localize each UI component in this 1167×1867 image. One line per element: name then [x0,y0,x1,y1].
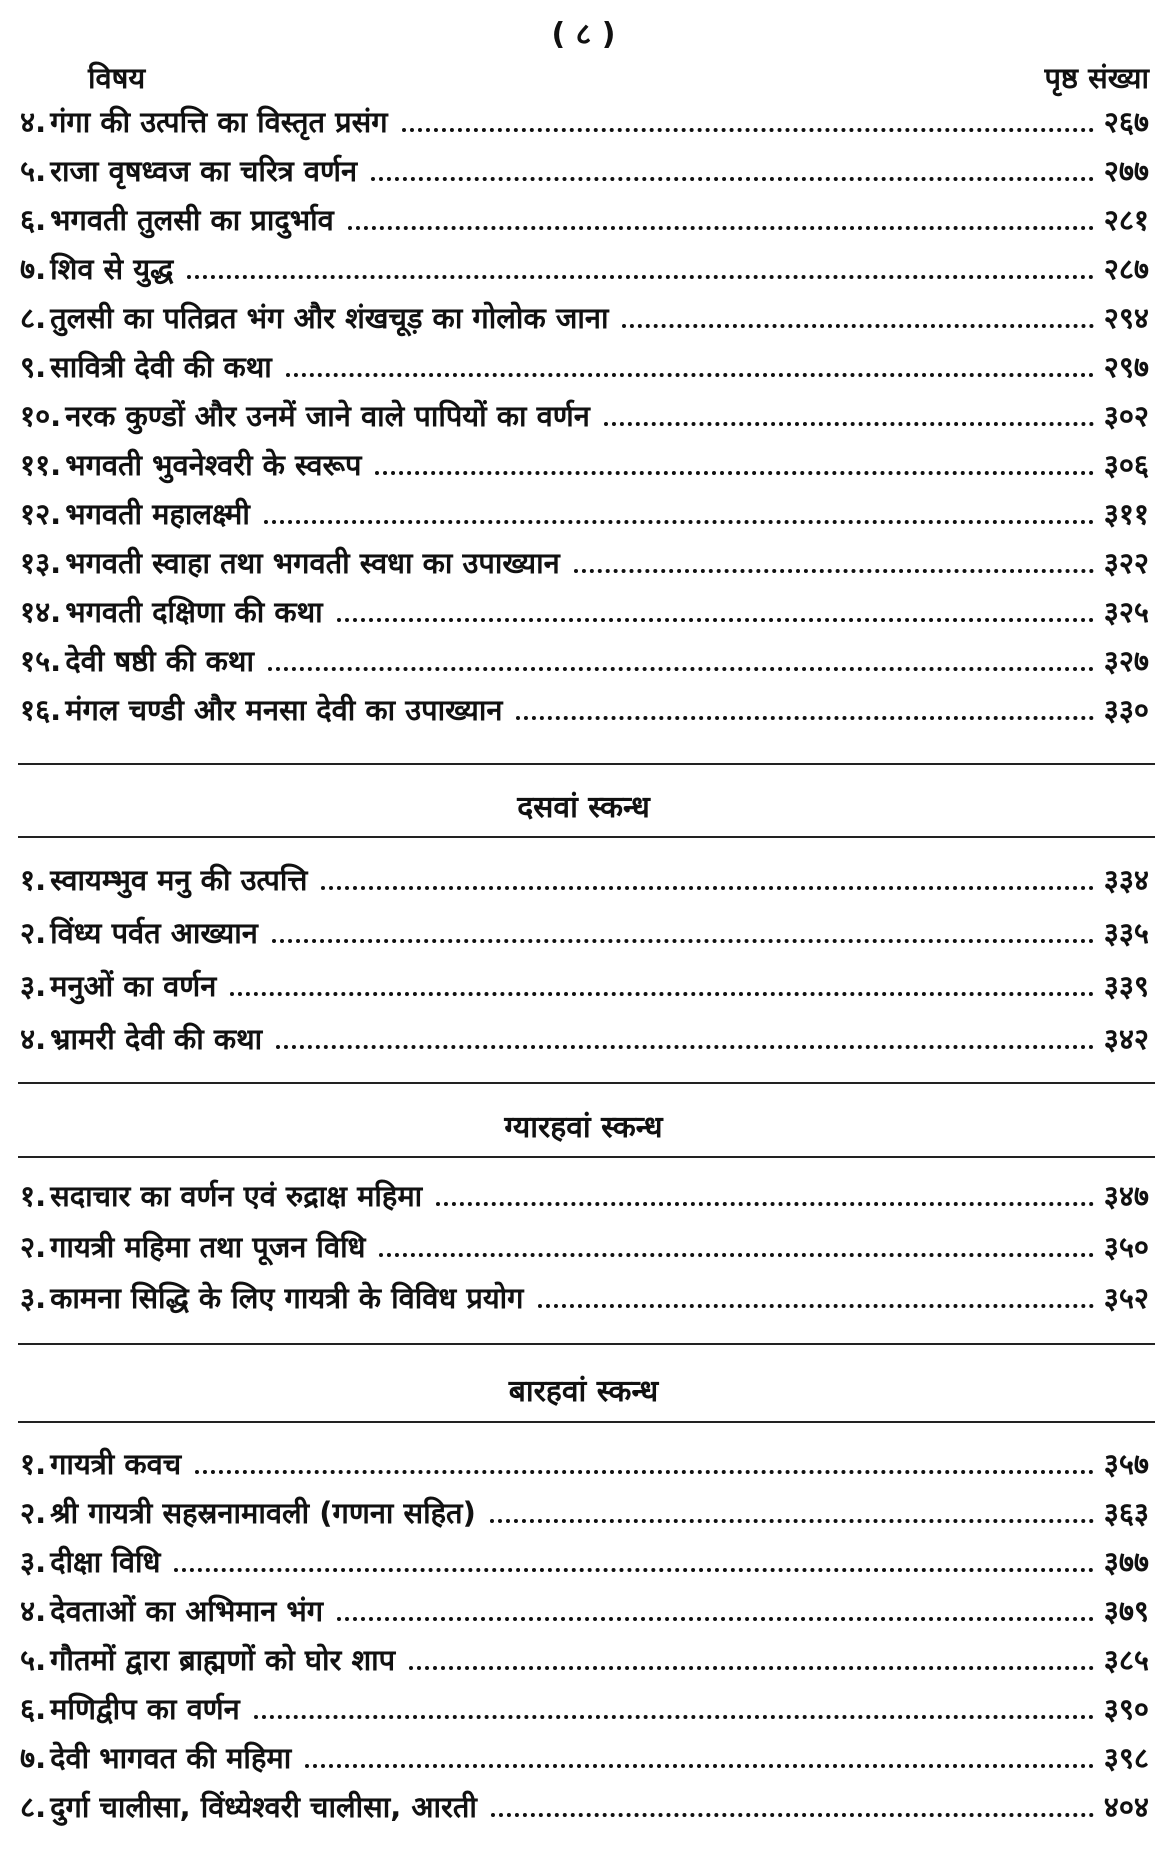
toc-entry [20,1278,1149,1318]
toc-entry [20,102,1149,142]
entry-page-number: ३३९ [1103,969,1149,1003]
entry-number: ४. [20,1594,47,1628]
dot-leader [538,1304,1094,1308]
section-title-dasvan: दसवां स्कन्ध [517,790,650,825]
dot-leader [604,422,1094,426]
entry-title: मनुओं का वर्णन [50,969,217,1003]
dot-leader [490,1519,1094,1523]
entry-number: १३. [20,546,62,580]
toc-entry [20,860,1149,900]
toc-entry [20,1738,1149,1778]
entry-title: भगवती तुलसी का प्रादुर्भाव [50,203,334,237]
toc-entry [20,913,1149,953]
dot-leader [268,667,1094,671]
toc-entry [20,200,1149,240]
entry-page-number: ३४२ [1103,1022,1149,1056]
entry-page-number: २६७ [1103,105,1149,139]
toc-entry [20,1542,1149,1582]
dot-leader [264,520,1094,524]
dot-leader [337,1617,1094,1621]
toc-section-4 [20,1444,1149,1836]
dot-leader [436,1202,1094,1206]
entry-number: ४. [20,1022,47,1056]
entry-title: राजा वृषध्वज का चरित्र वर्णन [50,154,358,188]
toc-entry [20,1787,1149,1827]
toc-section-2 [20,860,1149,1072]
toc-entry [20,592,1149,632]
entry-number: ६. [20,1692,47,1726]
entry-title: मणिद्वीप का वर्णन [50,1692,240,1726]
toc-entry [20,1493,1149,1533]
entry-title: सावित्री देवी की कथा [50,350,272,384]
entry-number: १. [20,1447,47,1481]
entry-page-number: ३७९ [1103,1594,1149,1628]
entry-title: गायत्री कवच [50,1447,182,1481]
entry-number: १२. [20,497,62,531]
entry-page-number: २९७ [1103,350,1149,384]
subject-header: विषय [88,61,146,95]
entry-title: शिव से युद्ध [50,252,174,286]
entry-title: भगवती महालक्ष्मी [65,497,250,531]
entry-page-number: २९४ [1103,301,1149,335]
entry-title: देवी षष्ठी की कथा [65,644,254,678]
dot-leader [409,1666,1094,1670]
entry-page-number: ४०४ [1103,1790,1149,1824]
toc-entry [20,1019,1149,1059]
toc-entry [20,151,1149,191]
entry-number: ५. [20,154,47,188]
dot-leader [321,886,1093,890]
toc-entry [20,347,1149,387]
dot-leader [276,1045,1094,1049]
entry-number: १६. [20,693,62,727]
entry-number: १०. [20,399,62,433]
entry-number: ४. [20,105,47,139]
toc-entry [20,494,1149,534]
entry-page-number: ३५० [1103,1230,1149,1264]
toc-entry [20,1591,1149,1631]
page-count-header: पृष्ठ संख्या [1044,61,1149,95]
entry-title: देवी भागवत की महिमा [50,1741,292,1775]
entry-page-number: २७७ [1103,154,1149,188]
section-divider [18,1421,1155,1423]
entry-title: तुलसी का पतिव्रत भंग और शंखचूड़ का गोलोक जाना [50,301,609,335]
entry-title: सदाचार का वर्णन एवं रुद्राक्ष महिमा [50,1179,423,1213]
entry-page-number: ३२५ [1103,595,1149,629]
entry-number: ६. [20,203,47,237]
entry-number: १. [20,1179,47,1213]
entry-page-number: ३०६ [1103,448,1149,482]
entry-page-number: ३२७ [1103,644,1149,678]
entry-number: ११. [20,448,62,482]
dot-leader [379,1253,1093,1257]
dot-leader [305,1764,1094,1768]
entry-title: भ्रामरी देवी की कथा [50,1022,263,1056]
entry-page-number: ३५२ [1103,1281,1149,1315]
toc-entry [20,1640,1149,1680]
column-header [20,58,1149,98]
dot-leader [402,128,1094,132]
toc-entry [20,690,1149,730]
section-divider [18,763,1155,765]
dot-leader [574,569,1094,573]
entry-page-number: ३३० [1103,693,1149,727]
page-number: ( ८ ) [551,17,616,52]
entry-title: दीक्षा विधि [50,1545,161,1579]
dot-leader [516,716,1093,720]
toc-section-1 [20,102,1149,739]
toc-entry [20,249,1149,289]
entry-number: १. [20,863,47,897]
entry-number: ७. [20,1741,47,1775]
entry-page-number: २८१ [1103,203,1149,237]
dot-leader [622,324,1093,328]
entry-page-number: २८७ [1103,252,1149,286]
entry-title: गौतमों द्वारा ब्राह्मणों को घोर शाप [50,1643,396,1677]
entry-page-number: ३९० [1103,1692,1149,1726]
entry-title: नरक कुण्डों और उनमें जाने वाले पापियों का वर्णन [65,399,590,433]
entry-number: ८. [20,301,47,335]
entry-title: देवताओं का अभिमान भंग [50,1594,324,1628]
entry-page-number: ३५७ [1103,1447,1149,1481]
toc-section-3 [20,1176,1149,1329]
entry-number: २. [20,1230,47,1264]
dot-leader [348,226,1094,230]
entry-title: मंगल चण्डी और मनसा देवी का उपाख्यान [65,693,503,727]
dot-leader [286,373,1094,377]
toc-entry [20,1227,1149,1267]
entry-number: ५. [20,1643,47,1677]
entry-number: ३. [20,1281,47,1315]
toc-entry [20,396,1149,436]
toc-entry [20,1444,1149,1484]
section-divider [18,836,1155,838]
entry-title: भगवती स्वाहा तथा भगवती स्वधा का उपाख्यान [65,546,560,580]
section-divider [18,1343,1155,1345]
dot-leader [254,1715,1094,1719]
entry-page-number: ३३५ [1103,916,1149,950]
toc-entry [20,298,1149,338]
entry-page-number: ३०२ [1103,399,1149,433]
dot-leader [371,177,1094,181]
entry-number: ८. [20,1790,47,1824]
dot-leader [491,1813,1094,1817]
entry-page-number: ३२२ [1103,546,1149,580]
entry-title: विंध्य पर्वत आख्यान [50,916,258,950]
entry-number: ३. [20,1545,47,1579]
entry-page-number: ३४७ [1103,1179,1149,1213]
entry-page-number: ३६३ [1103,1496,1149,1530]
entry-page-number: ३३४ [1103,863,1149,897]
entry-title: दुर्गा चालीसा, विंध्येश्वरी चालीसा, आरती [50,1790,477,1824]
entry-title: स्वायम्भुव मनु की उत्पत्ति [50,863,308,897]
dot-leader [375,471,1093,475]
entry-title: भगवती भुवनेश्वरी के स्वरूप [65,448,362,482]
toc-entry [20,641,1149,681]
entry-title: गंगा की उत्पत्ति का विस्तृत प्रसंग [50,105,388,139]
entry-page-number: ३९८ [1103,1741,1149,1775]
toc-entry [20,966,1149,1006]
entry-title: गायत्री महिमा तथा पूजन विधि [50,1230,366,1264]
entry-number: ३. [20,969,47,1003]
toc-entry [20,445,1149,485]
dot-leader [230,992,1093,996]
toc-entry [20,1176,1149,1216]
entry-page-number: ३८५ [1103,1643,1149,1677]
entry-number: ९. [20,350,47,384]
dot-leader [195,1470,1094,1474]
entry-number: १५. [20,644,62,678]
dot-leader [337,618,1094,622]
toc-entry [20,543,1149,583]
dot-leader [272,939,1094,943]
entry-page-number: ३११ [1103,497,1149,531]
entry-number: २. [20,1496,47,1530]
entry-title: श्री गायत्री सहस्रनामावली (गणना सहित) [50,1496,476,1530]
entry-number: २. [20,916,47,950]
entry-page-number: ३७७ [1103,1545,1149,1579]
dot-leader [174,1568,1093,1572]
section-title-barahvan: बारहवां स्कन्ध [508,1374,659,1409]
section-divider [18,1156,1155,1158]
dot-leader [187,275,1093,279]
entry-number: १४. [20,595,62,629]
entry-title: भगवती दक्षिणा की कथा [65,595,323,629]
section-title-gyarahvan: ग्यारहवां स्कन्ध [504,1110,663,1145]
toc-entry [20,1689,1149,1729]
section-divider [18,1082,1155,1084]
entry-title: कामना सिद्धि के लिए गायत्री के विविध प्रयोग [50,1281,524,1315]
entry-number: ७. [20,252,47,286]
